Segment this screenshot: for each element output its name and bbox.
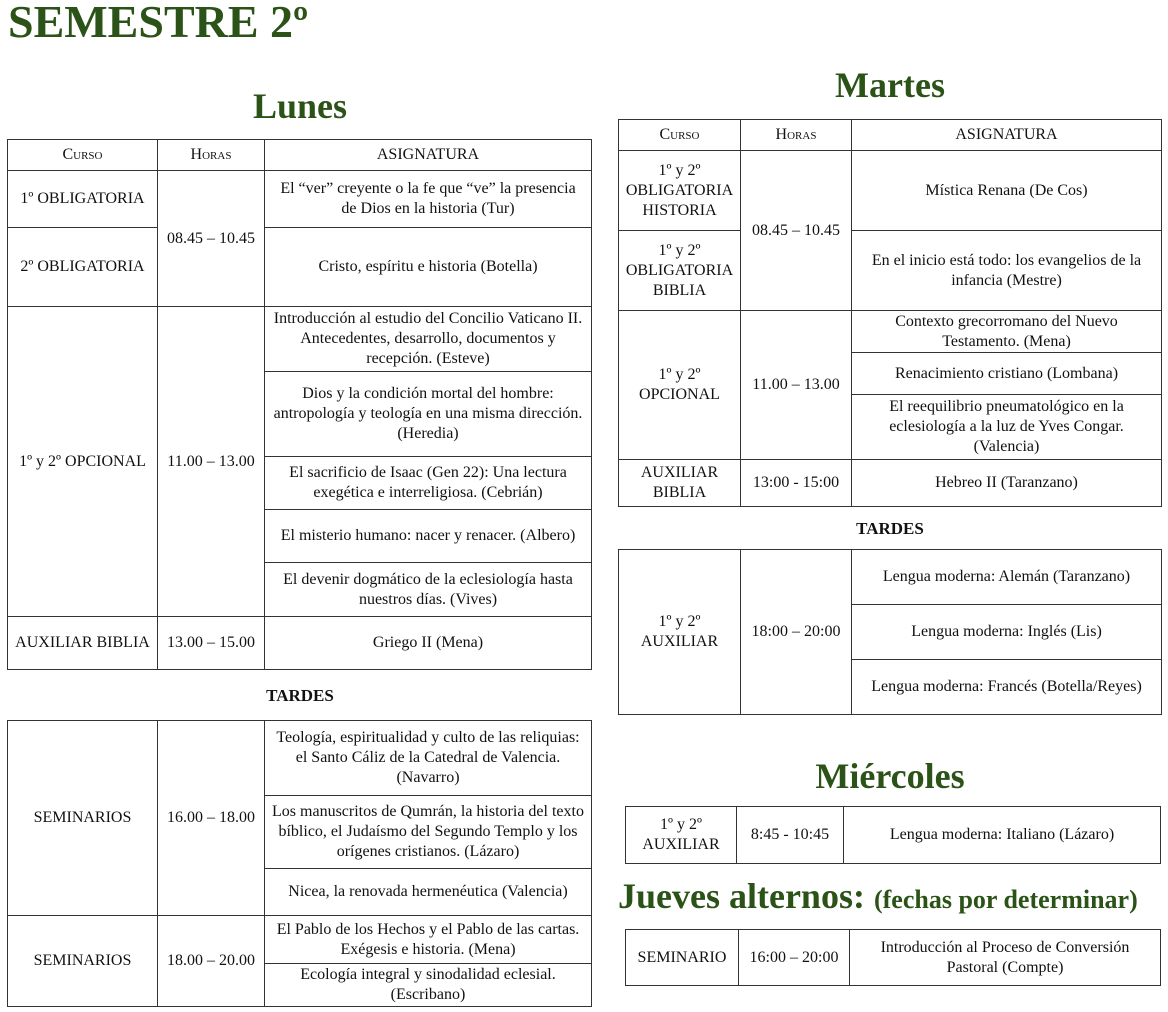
curso-cell: 1º y 2º OPCIONAL: [619, 311, 741, 460]
asignatura-cell: Contexto grecorromano del Nuevo Testamento. (Mena): [852, 311, 1162, 353]
header-horas: Horas: [741, 120, 852, 151]
day-heading-jueves: [618, 876, 1168, 920]
table-row: [619, 550, 1162, 605]
curso-cell: 2º OBLIGATORIA: [8, 228, 158, 307]
miercoles-table: [625, 806, 1161, 864]
asignatura-cell: Cristo, espíritu e historia (Botella): [265, 228, 592, 307]
horas-cell: 08.45 – 10.45: [741, 151, 852, 311]
asignatura-cell: En el inicio está todo: los evangelios de la infancia (Mestre): [852, 231, 1162, 311]
curso-cell: 1º y 2º OBLIGATORIA BIBLIA: [619, 231, 741, 311]
curso-cell: 1º y 2º AUXILIAR: [626, 807, 737, 864]
asignatura-cell: Los manuscritos de Qumrán, la historia del texto bíblico, el Judaísmo del Segundo Templo y los orígenes cristianos. (Lázaro): [265, 796, 592, 869]
asignatura-cell: El misterio humano: nacer y renacer. (Albero): [265, 510, 592, 563]
curso-cell: SEMINARIOS: [8, 916, 158, 1007]
lunes-afternoon-table: [7, 720, 592, 1007]
header-curso: Curso: [619, 120, 741, 151]
lunes-morning-table: [7, 139, 592, 670]
jueves-table: [625, 929, 1161, 986]
martes-tardes-heading: TARDES: [856, 519, 924, 538]
horas-cell: 16:00 – 20:00: [739, 930, 850, 986]
asignatura-cell: Lengua moderna: Inglés (Lis): [852, 605, 1162, 660]
asignatura-cell: El devenir dogmático de la eclesiología hasta nuestros días. (Vives): [265, 563, 592, 617]
martes-afternoon-table: [618, 549, 1162, 715]
jueves-title: Jueves alternos:: [618, 876, 865, 916]
curso-cell: SEMINARIOS: [8, 721, 158, 916]
asignatura-cell: Nicea, la renovada hermenéutica (Valencia): [265, 869, 592, 916]
table-row: [619, 151, 1162, 231]
asignatura-cell: Ecología integral y sinodalidad eclesial. (Escribano): [265, 964, 592, 1007]
table-row: [8, 171, 592, 228]
asignatura-cell: Teología, espiritualidad y culto de las reliquias: el Santo Cáliz de la Catedral de Valencia. (Navarro): [265, 721, 592, 796]
asignatura-cell: El “ver” creyente o la fe que “ve” la presencia de Dios en la historia (Tur): [265, 171, 592, 228]
asignatura-cell: Griego II (Mena): [265, 617, 592, 670]
table-row: [8, 916, 592, 964]
curso-cell: 1º OBLIGATORIA: [8, 171, 158, 228]
table-row: [619, 460, 1162, 507]
header-curso: Curso: [8, 140, 158, 171]
table-row: [8, 307, 592, 372]
horas-cell: 08.45 – 10.45: [158, 171, 265, 307]
header-asignatura: ASIGNATURA: [852, 120, 1162, 151]
asignatura-cell: Dios y la condición mortal del hombre: antropología y teología en una misma dirección. (Heredia): [265, 372, 592, 457]
table-header-row: [8, 140, 592, 171]
curso-cell: AUXILIAR BIBLIA: [8, 617, 158, 670]
asignatura-cell: Introducción al Proceso de Conversión Pastoral (Compte): [850, 930, 1161, 986]
lunes-tardes-heading: TARDES: [266, 686, 334, 705]
header-horas: Horas: [158, 140, 265, 171]
asignatura-cell: Lengua moderna: Francés (Botella/Reyes): [852, 660, 1162, 715]
martes-morning-table: [618, 119, 1162, 507]
page-title: SEMESTRE 2º: [8, 0, 309, 47]
asignatura-cell: Renacimiento cristiano (Lombana): [852, 353, 1162, 395]
curso-cell: SEMINARIO: [626, 930, 739, 986]
jueves-note: (fechas por determinar): [873, 885, 1138, 914]
day-heading-martes: Martes: [835, 65, 945, 105]
table-row: [626, 807, 1161, 864]
table-row: [8, 617, 592, 670]
asignatura-cell: Lengua moderna: Italiano (Lázaro): [844, 807, 1161, 864]
horas-cell: 18:00 – 20:00: [741, 550, 852, 715]
horas-cell: 13.00 – 15.00: [158, 617, 265, 670]
asignatura-cell: Hebreo II (Taranzano): [852, 460, 1162, 507]
horas-cell: 13:00 - 15:00: [741, 460, 852, 507]
table-row: [619, 231, 1162, 311]
asignatura-cell: El sacrificio de Isaac (Gen 22): Una lectura exegética e interreligiosa. (Cebrián): [265, 457, 592, 510]
curso-cell: 1º y 2º OPCIONAL: [8, 307, 158, 617]
day-heading-miercoles: Miércoles: [815, 756, 965, 796]
asignatura-cell: Mística Renana (De Cos): [852, 151, 1162, 231]
horas-cell: 18.00 – 20.00: [158, 916, 265, 1007]
table-row: [626, 930, 1161, 986]
day-heading-lunes: Lunes: [252, 86, 348, 126]
table-row: [8, 721, 592, 796]
horas-cell: 11.00 – 13.00: [741, 311, 852, 460]
horas-cell: 16.00 – 18.00: [158, 721, 265, 916]
curso-cell: 1º y 2º AUXILIAR: [619, 550, 741, 715]
asignatura-cell: Lengua moderna: Alemán (Taranzano): [852, 550, 1162, 605]
table-header-row: [619, 120, 1162, 151]
curso-cell: 1º y 2º OBLIGATORIA HISTORIA: [619, 151, 741, 231]
asignatura-cell: El reequilibrio pneumatológico en la eclesiología a la luz de Yves Congar. (Valencia): [852, 395, 1162, 460]
curso-cell: AUXILIAR BIBLIA: [619, 460, 741, 507]
horas-cell: 11.00 – 13.00: [158, 307, 265, 617]
table-row: [8, 228, 592, 307]
header-asignatura: ASIGNATURA: [265, 140, 592, 171]
table-row: [619, 311, 1162, 353]
horas-cell: 8:45 - 10:45: [737, 807, 844, 864]
asignatura-cell: El Pablo de los Hechos y el Pablo de las cartas. Exégesis e historia. (Mena): [265, 916, 592, 964]
asignatura-cell: Introducción al estudio del Concilio Vaticano II. Antecedentes, desarrollo, documentos y recepción. (Esteve): [265, 307, 592, 372]
